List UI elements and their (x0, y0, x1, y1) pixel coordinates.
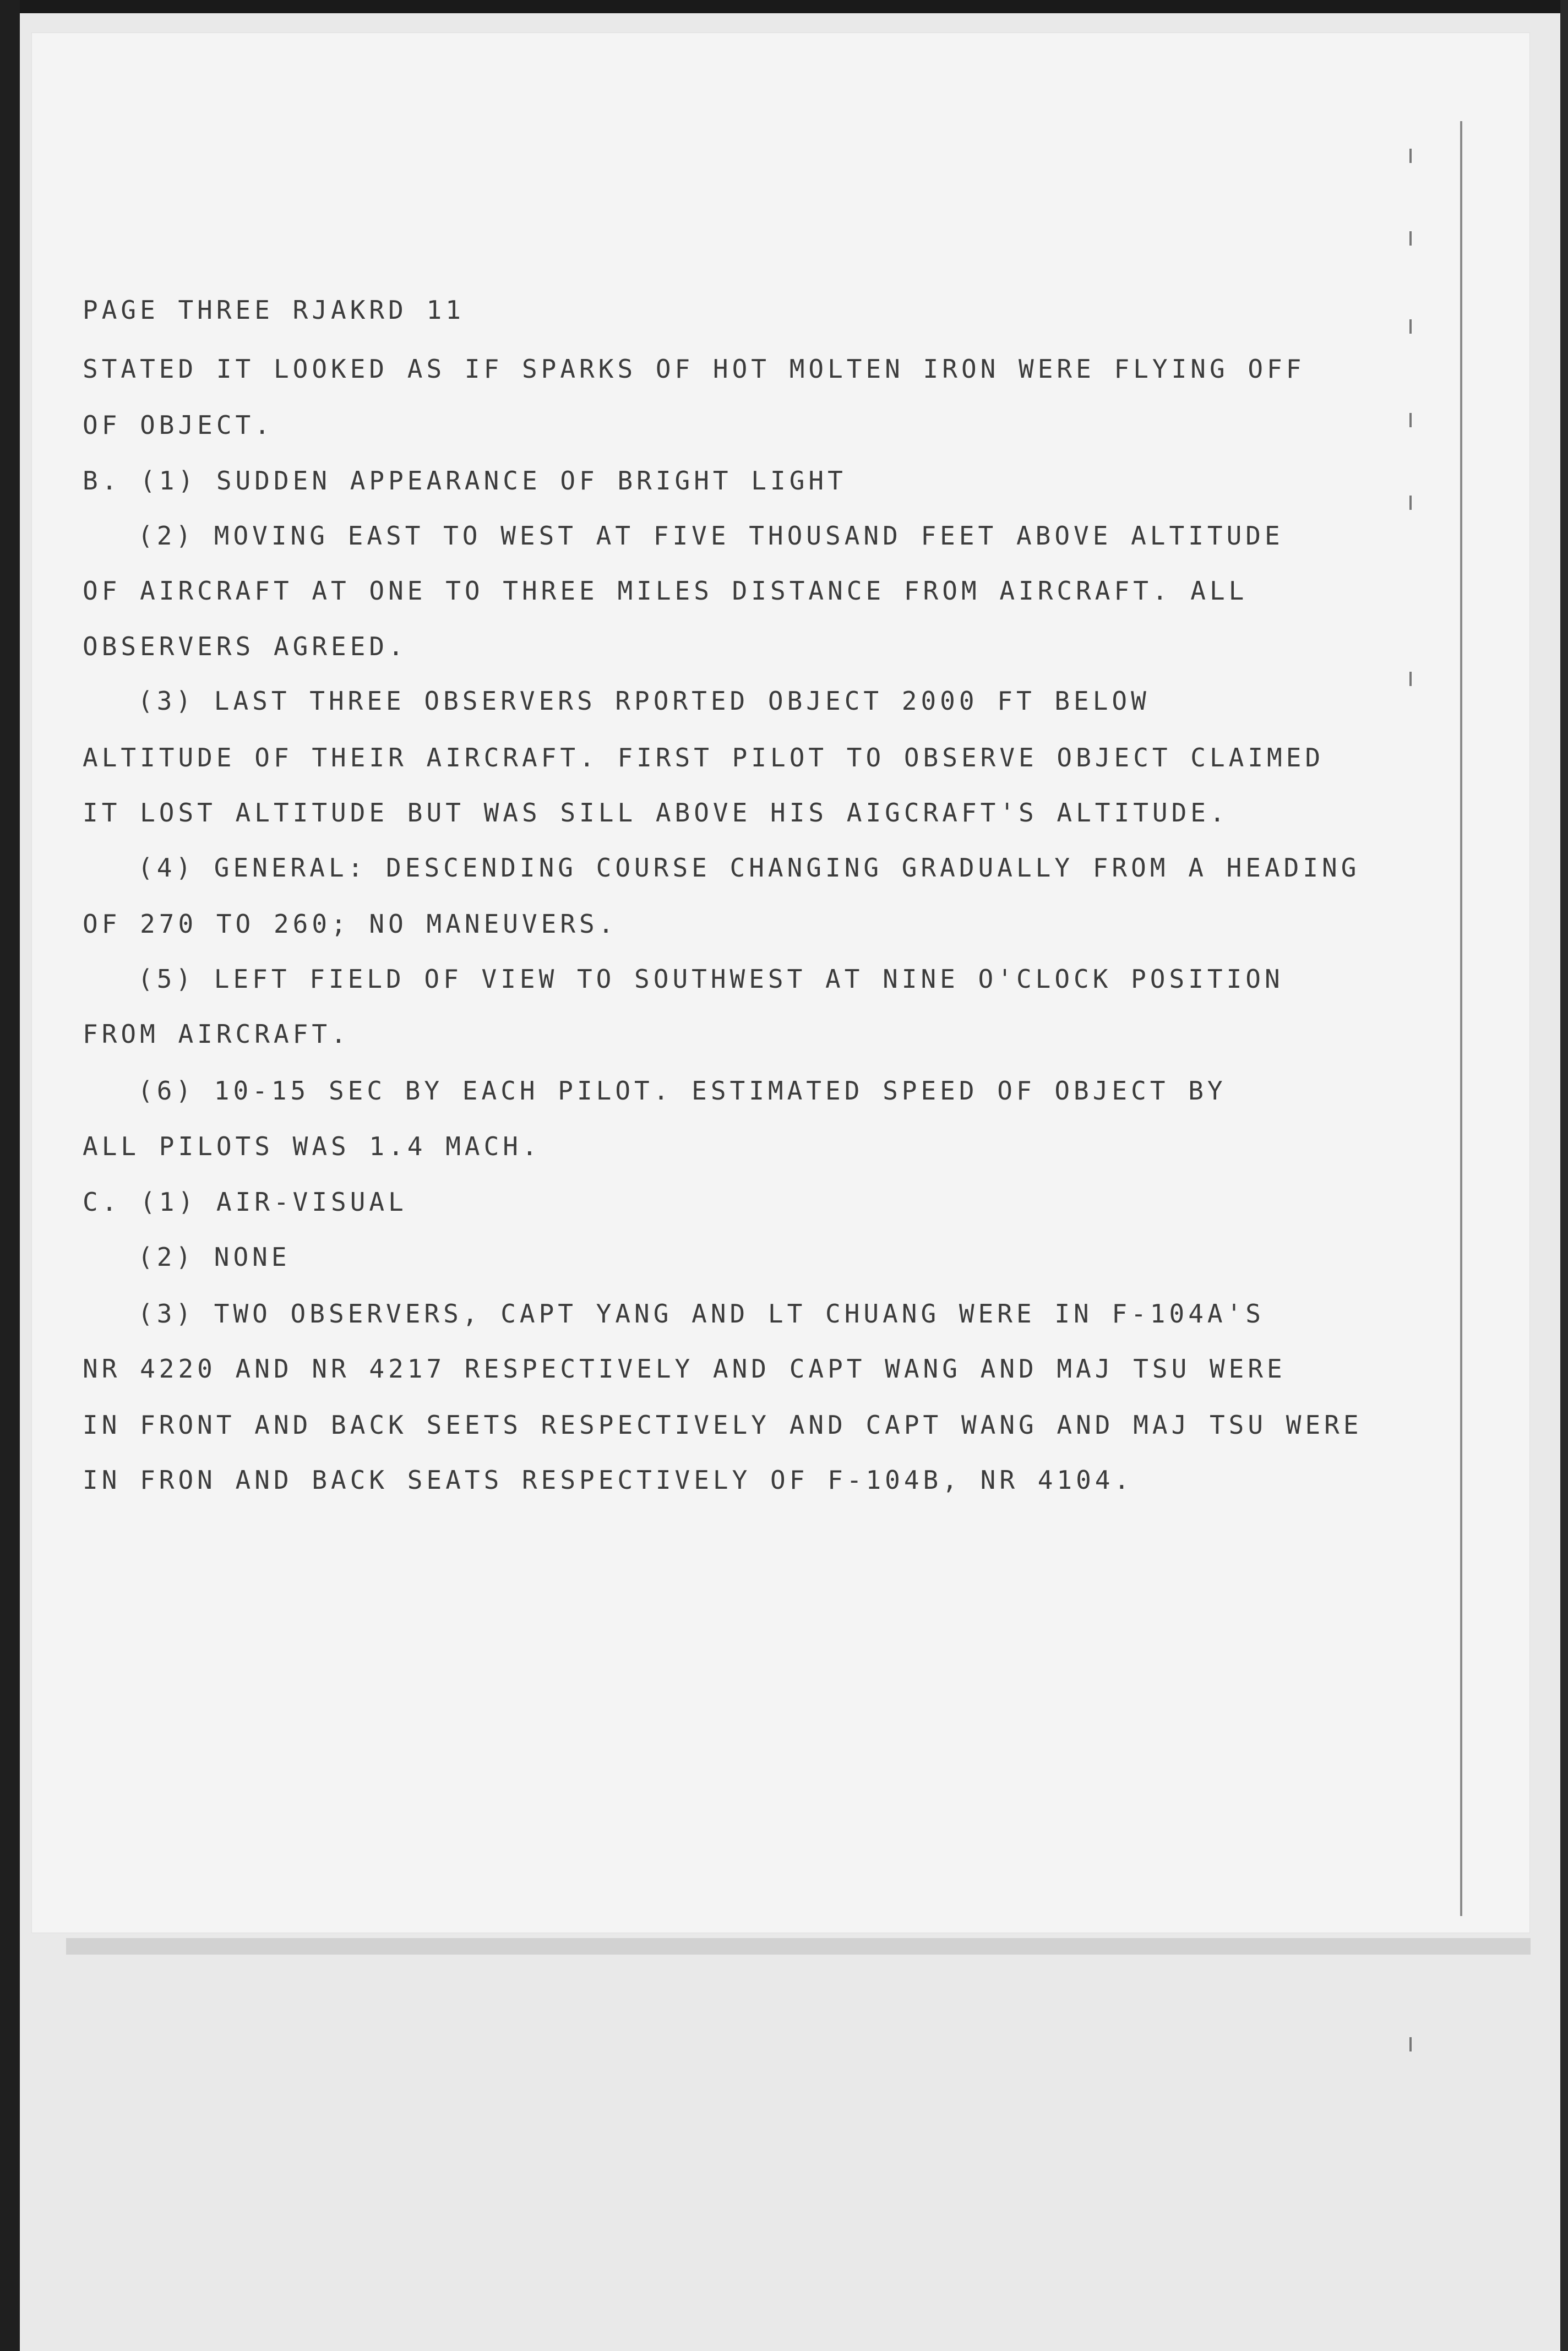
film-border-left (0, 0, 20, 2351)
film-border-right (1560, 0, 1568, 2351)
margin-mark (1409, 2037, 1412, 2051)
text-line: NR 4220 AND NR 4217 RESPECTIVELY AND CAPT WANG AND MAJ TSU WERE (83, 1354, 1286, 1384)
text-line: C. (1) AIR-VISUAL (83, 1187, 407, 1217)
page-right-rule (1460, 121, 1462, 1916)
text-line: OF OBJECT. (83, 410, 274, 440)
margin-mark (1409, 231, 1412, 246)
text-line: OF 270 TO 260; NO MANEUVERS. (83, 909, 618, 939)
text-line: FROM AIRCRAFT. (83, 1019, 350, 1049)
margin-mark (1409, 413, 1412, 427)
text-line: OF AIRCRAFT AT ONE TO THREE MILES DISTANCE FROM AIRCRAFT. ALL (83, 576, 1248, 606)
text-line: OBSERVERS AGREED. (83, 632, 407, 661)
text-line: IT LOST ALTITUDE BUT WAS SILL ABOVE HIS AIGCRAFT'S ALTITUDE. (83, 798, 1229, 828)
margin-mark (1409, 672, 1412, 686)
text-line: (4) GENERAL: DESCENDING COURSE CHANGING GRADUALLY FROM A HEADING (138, 853, 1360, 883)
text-line: STATED IT LOOKED AS IF SPARKS OF HOT MOLTEN IRON WERE FLYING OFF (83, 354, 1305, 384)
text-line: (2) NONE (138, 1242, 291, 1272)
text-line: (3) TWO OBSERVERS, CAPT YANG AND LT CHUANG WERE IN F-104A'S (138, 1299, 1265, 1329)
text-line: (2) MOVING EAST TO WEST AT FIVE THOUSAND FEET ABOVE ALTITUDE (138, 521, 1284, 551)
margin-mark (1409, 496, 1412, 510)
text-line: ALTITUDE OF THEIR AIRCRAFT. FIRST PILOT TO OBSERVE OBJECT CLAIMED (83, 743, 1325, 772)
page-bottom-shadow (66, 1938, 1531, 1955)
text-line: (3) LAST THREE OBSERVERS RPORTED OBJECT 2000 FT BELOW (138, 686, 1150, 716)
text-line: ALL PILOTS WAS 1.4 MACH. (83, 1131, 541, 1161)
text-line: IN FRON AND BACK SEATS RESPECTIVELY OF F-104B, NR 4104. (83, 1465, 1134, 1495)
film-border-top (0, 0, 1568, 13)
margin-mark (1409, 319, 1412, 334)
text-line: (5) LEFT FIELD OF VIEW TO SOUTHWEST AT NINE O'CLOCK POSITION (138, 964, 1284, 994)
text-line: PAGE THREE RJAKRD 11 (83, 295, 465, 325)
text-line: (6) 10-15 SEC BY EACH PILOT. ESTIMATED SPEED OF OBJECT BY (138, 1076, 1227, 1106)
text-line: IN FRONT AND BACK SEETS RESPECTIVELY AND CAPT WANG AND MAJ TSU WERE (83, 1410, 1363, 1440)
margin-mark (1409, 149, 1412, 163)
text-line: B. (1) SUDDEN APPEARANCE OF BRIGHT LIGHT (83, 466, 847, 496)
